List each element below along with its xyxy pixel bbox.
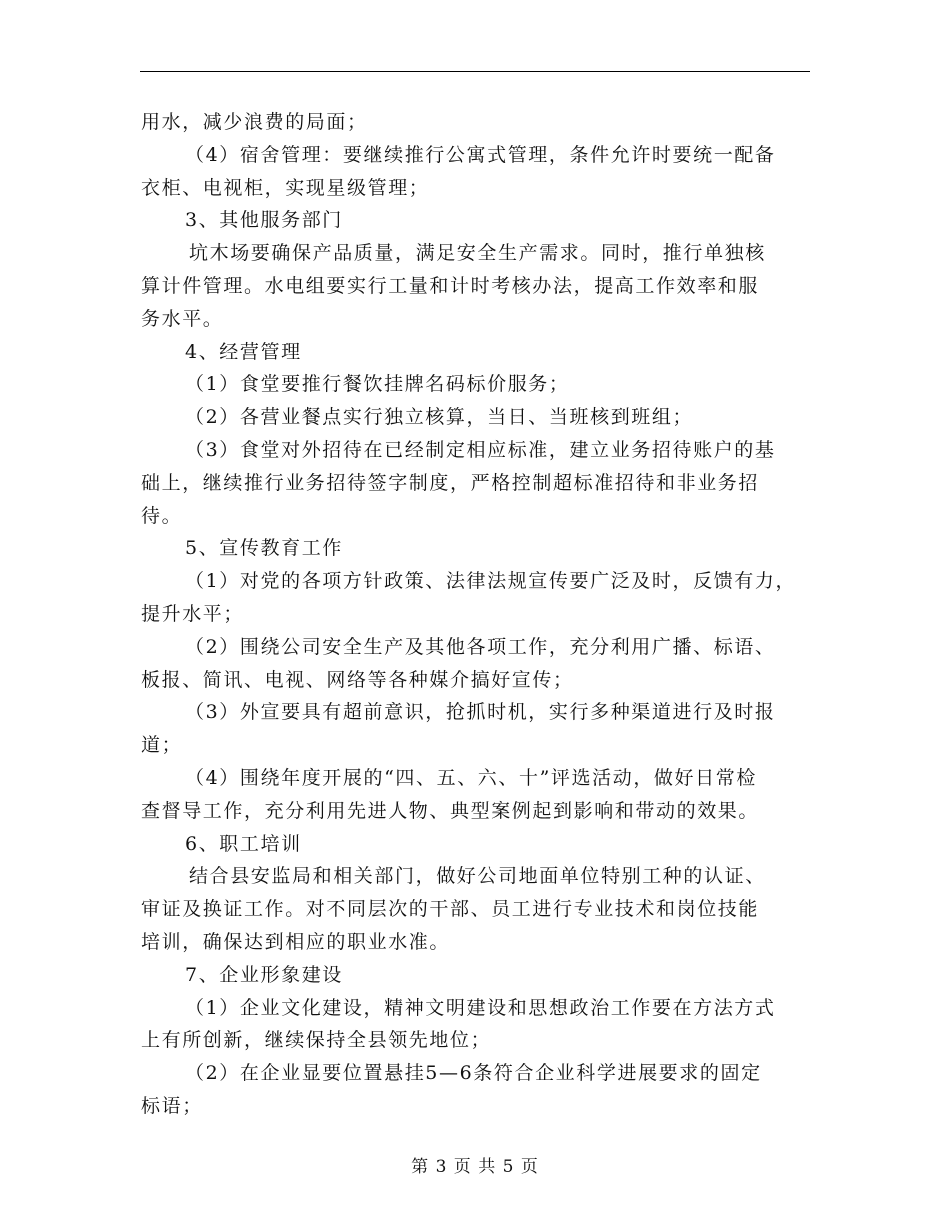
text-line: 结合县安监局和相关部门，做好公司地面单位特别工种的认证、 [189,865,766,888]
text-line: 务水平。 [141,307,224,330]
header-rule [140,71,810,72]
text-line: 础上，继续推行业务招待签字制度，严格控制超标准招待和非业务招 [141,471,760,494]
page-footer: 第 3 页 共 5 页 [411,1157,539,1177]
text-line: 3、其他服务部门 [185,209,343,232]
text-line: 审证及换证工作。对不同层次的干部、员工进行专业技术和岗位技能 [141,898,760,921]
text-line: （4）宿舍管理：要继续推行公寓式管理，条件允许时要统一配备 [185,143,776,166]
text-line: （3）外宣要具有超前意识，抢抓时机，实行多种渠道进行及时报 [185,701,776,724]
text-line: 衣柜、电视柜，实现星级管理； [141,176,430,199]
text-line: 上有所创新，继续保持全县领先地位； [141,1029,492,1052]
text-line: 道； [141,734,183,757]
text-line: 查督导工作，充分利用先进人物、典型案例起到影响和带动的效果。 [141,799,760,822]
text-line: （1）食堂要推行餐饮挂牌名码标价服务； [185,373,570,396]
text-line: 标语； [141,1094,203,1117]
text-line: 6、职工培训 [185,832,302,855]
text-line: 板报、简讯、电视、网络等各种媒介搞好宣传； [141,668,574,691]
text-line: （1）对党的各项方针政策、法律法规宣传要广泛及时，反馈有力， [185,570,797,593]
text-line: （2）各营业餐点实行独立核算，当日、当班核到班组； [185,406,694,429]
text-line: （2）在企业显要位置悬挂5—6条符合企业科学进展要求的固定 [185,1062,762,1085]
text-line: （4）围绕年度开展的“四、五、六、十”评选活动，做好日常检 [185,766,757,789]
text-line: 提升水平； [141,602,245,625]
text-line: （2）围绕公司安全生产及其他各项工作，充分利用广播、标语、 [185,635,776,658]
text-line: （1）企业文化建设，精神文明建设和思想政治工作要在方法方式 [185,996,776,1019]
body-text [141,106,817,1123]
text-line: 待。 [141,504,183,527]
text-line: 算计件管理。水电组要实行工量和计时考核办法，提高工作效率和服 [141,274,760,297]
text-line: （3）食堂对外招待在已经制定相应标准，建立业务招待账户的基 [185,438,776,461]
text-line: 4、经营管理 [185,340,302,363]
text-line: 用水，减少浪费的局面； [141,111,368,133]
text-line: 培训，确保达到相应的职业水准。 [141,930,451,953]
text-line: 5、宣传教育工作 [185,537,343,560]
text-line: 坑木场要确保产品质量，满足安全生产需求。同时，推行单独核 [189,242,766,265]
text-line: 7、企业形象建设 [185,963,343,986]
